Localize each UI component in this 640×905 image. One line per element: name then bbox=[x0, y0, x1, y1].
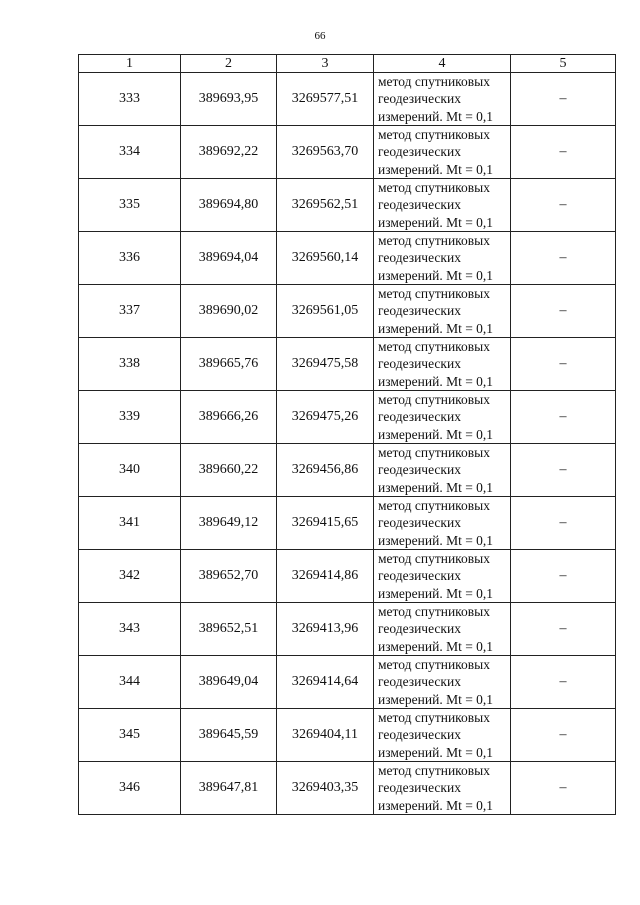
x-coordinate-cell: 389690,02 bbox=[181, 285, 277, 338]
table-row bbox=[79, 497, 616, 550]
x-coordinate-cell: 389647,81 bbox=[181, 762, 277, 815]
coordinates-table bbox=[78, 54, 616, 815]
point-number-cell: 334 bbox=[79, 126, 181, 179]
table-row bbox=[79, 550, 616, 603]
method-text-line: геодезических bbox=[378, 91, 461, 107]
method-text-line: измерений. Mt = 0,1 bbox=[378, 638, 494, 654]
column-5-cell: – bbox=[511, 179, 616, 232]
method-text-line: геодезических bbox=[378, 462, 461, 478]
method-text-line: метод спутниковых bbox=[378, 657, 490, 673]
method-text-line: геодезических bbox=[378, 621, 461, 637]
method-text-line: измерений. Mt = 0,1 bbox=[378, 267, 494, 283]
point-number-cell: 342 bbox=[79, 550, 181, 603]
point-number-cell: 340 bbox=[79, 444, 181, 497]
method-cell bbox=[374, 285, 511, 338]
y-coordinate-cell: 3269404,11 bbox=[277, 709, 374, 762]
x-coordinate-cell: 389694,80 bbox=[181, 179, 277, 232]
y-coordinate-cell: 3269413,96 bbox=[277, 603, 374, 656]
point-number-cell: 337 bbox=[79, 285, 181, 338]
column-5-cell: – bbox=[511, 656, 616, 709]
column-5-cell: – bbox=[511, 338, 616, 391]
header-col-4: 4 bbox=[374, 55, 511, 73]
header-col-3: 3 bbox=[277, 55, 374, 73]
method-text-line: измерений. Mt = 0,1 bbox=[378, 532, 494, 548]
y-coordinate-cell: 3269577,51 bbox=[277, 73, 374, 126]
table-row bbox=[79, 338, 616, 391]
column-5-cell: – bbox=[511, 444, 616, 497]
point-number-cell: 345 bbox=[79, 709, 181, 762]
method-text-line: измерений. Mt = 0,1 bbox=[378, 214, 494, 230]
column-5-cell: – bbox=[511, 232, 616, 285]
method-text-line: измерений. Mt = 0,1 bbox=[378, 161, 494, 177]
method-text-line: геодезических bbox=[378, 197, 461, 213]
table-row bbox=[79, 179, 616, 232]
table-row bbox=[79, 285, 616, 338]
method-cell bbox=[374, 338, 511, 391]
method-text-line: геодезических bbox=[378, 568, 461, 584]
method-text-line: геодезических bbox=[378, 409, 461, 425]
point-number-cell: 346 bbox=[79, 762, 181, 815]
x-coordinate-cell: 389649,04 bbox=[181, 656, 277, 709]
column-5-cell: – bbox=[511, 73, 616, 126]
x-coordinate-cell: 389694,04 bbox=[181, 232, 277, 285]
column-5-cell: – bbox=[511, 285, 616, 338]
header-col-5: 5 bbox=[511, 55, 616, 73]
point-number-cell: 343 bbox=[79, 603, 181, 656]
x-coordinate-cell: 389649,12 bbox=[181, 497, 277, 550]
column-5-cell: – bbox=[511, 603, 616, 656]
header-col-1: 1 bbox=[79, 55, 181, 73]
column-5-cell: – bbox=[511, 709, 616, 762]
method-text-line: геодезических bbox=[378, 356, 461, 372]
method-cell bbox=[374, 762, 511, 815]
column-5-cell: – bbox=[511, 126, 616, 179]
table-row bbox=[79, 656, 616, 709]
point-number-cell: 338 bbox=[79, 338, 181, 391]
method-text-line: геодезических bbox=[378, 674, 461, 690]
method-text-line: геодезических bbox=[378, 144, 461, 160]
method-cell bbox=[374, 391, 511, 444]
point-number-cell: 335 bbox=[79, 179, 181, 232]
method-text-line: метод спутниковых bbox=[378, 74, 490, 90]
method-cell bbox=[374, 656, 511, 709]
y-coordinate-cell: 3269561,05 bbox=[277, 285, 374, 338]
table-row bbox=[79, 126, 616, 179]
method-text-line: метод спутниковых bbox=[378, 445, 490, 461]
method-text-line: измерений. Mt = 0,1 bbox=[378, 744, 494, 760]
y-coordinate-cell: 3269403,35 bbox=[277, 762, 374, 815]
point-number-cell: 341 bbox=[79, 497, 181, 550]
method-text-line: измерений. Mt = 0,1 bbox=[378, 108, 494, 124]
x-coordinate-cell: 389665,76 bbox=[181, 338, 277, 391]
y-coordinate-cell: 3269414,64 bbox=[277, 656, 374, 709]
method-text-line: метод спутниковых bbox=[378, 498, 490, 514]
method-cell bbox=[374, 73, 511, 126]
method-text-line: метод спутниковых bbox=[378, 763, 490, 779]
column-5-cell: – bbox=[511, 762, 616, 815]
method-text-line: метод спутниковых bbox=[378, 392, 490, 408]
x-coordinate-cell: 389666,26 bbox=[181, 391, 277, 444]
x-coordinate-cell: 389652,70 bbox=[181, 550, 277, 603]
method-text-line: геодезических bbox=[378, 515, 461, 531]
method-text-line: геодезических bbox=[378, 780, 461, 796]
method-text-line: измерений. Mt = 0,1 bbox=[378, 797, 494, 813]
column-5-cell: – bbox=[511, 550, 616, 603]
method-cell bbox=[374, 232, 511, 285]
table-row bbox=[79, 762, 616, 815]
table-row bbox=[79, 709, 616, 762]
method-cell bbox=[374, 497, 511, 550]
y-coordinate-cell: 3269560,14 bbox=[277, 232, 374, 285]
x-coordinate-cell: 389692,22 bbox=[181, 126, 277, 179]
y-coordinate-cell: 3269456,86 bbox=[277, 444, 374, 497]
method-cell bbox=[374, 550, 511, 603]
method-text-line: метод спутниковых bbox=[378, 551, 490, 567]
point-number-cell: 344 bbox=[79, 656, 181, 709]
method-text-line: метод спутниковых bbox=[378, 180, 490, 196]
x-coordinate-cell: 389693,95 bbox=[181, 73, 277, 126]
method-text-line: геодезических bbox=[378, 250, 461, 266]
method-text-line: метод спутниковых bbox=[378, 710, 490, 726]
table-row bbox=[79, 603, 616, 656]
method-text-line: геодезических bbox=[378, 303, 461, 319]
column-5-cell: – bbox=[511, 391, 616, 444]
y-coordinate-cell: 3269414,86 bbox=[277, 550, 374, 603]
method-text-line: измерений. Mt = 0,1 bbox=[378, 426, 494, 442]
x-coordinate-cell: 389660,22 bbox=[181, 444, 277, 497]
y-coordinate-cell: 3269563,70 bbox=[277, 126, 374, 179]
method-text-line: метод спутниковых bbox=[378, 127, 490, 143]
method-cell bbox=[374, 603, 511, 656]
method-text-line: метод спутниковых bbox=[378, 339, 490, 355]
table-row bbox=[79, 444, 616, 497]
header-row bbox=[79, 55, 616, 73]
table-row bbox=[79, 73, 616, 126]
method-text-line: метод спутниковых bbox=[378, 286, 490, 302]
method-cell bbox=[374, 126, 511, 179]
method-text-line: измерений. Mt = 0,1 bbox=[378, 320, 494, 336]
method-text-line: измерений. Mt = 0,1 bbox=[378, 691, 494, 707]
point-number-cell: 336 bbox=[79, 232, 181, 285]
y-coordinate-cell: 3269415,65 bbox=[277, 497, 374, 550]
y-coordinate-cell: 3269475,26 bbox=[277, 391, 374, 444]
table-row bbox=[79, 232, 616, 285]
method-text-line: метод спутниковых bbox=[378, 604, 490, 620]
method-text-line: метод спутниковых bbox=[378, 233, 490, 249]
method-text-line: геодезических bbox=[378, 727, 461, 743]
table-row bbox=[79, 391, 616, 444]
method-text-line: измерений. Mt = 0,1 bbox=[378, 373, 494, 389]
x-coordinate-cell: 389645,59 bbox=[181, 709, 277, 762]
point-number-cell: 339 bbox=[79, 391, 181, 444]
method-cell bbox=[374, 444, 511, 497]
method-cell bbox=[374, 709, 511, 762]
column-5-cell: – bbox=[511, 497, 616, 550]
method-text-line: измерений. Mt = 0,1 bbox=[378, 479, 494, 495]
method-text-line: измерений. Mt = 0,1 bbox=[378, 585, 494, 601]
y-coordinate-cell: 3269562,51 bbox=[277, 179, 374, 232]
point-number-cell: 333 bbox=[79, 73, 181, 126]
header-col-2: 2 bbox=[181, 55, 277, 73]
method-cell bbox=[374, 179, 511, 232]
x-coordinate-cell: 389652,51 bbox=[181, 603, 277, 656]
y-coordinate-cell: 3269475,58 bbox=[277, 338, 374, 391]
page-number: 66 bbox=[314, 30, 326, 42]
